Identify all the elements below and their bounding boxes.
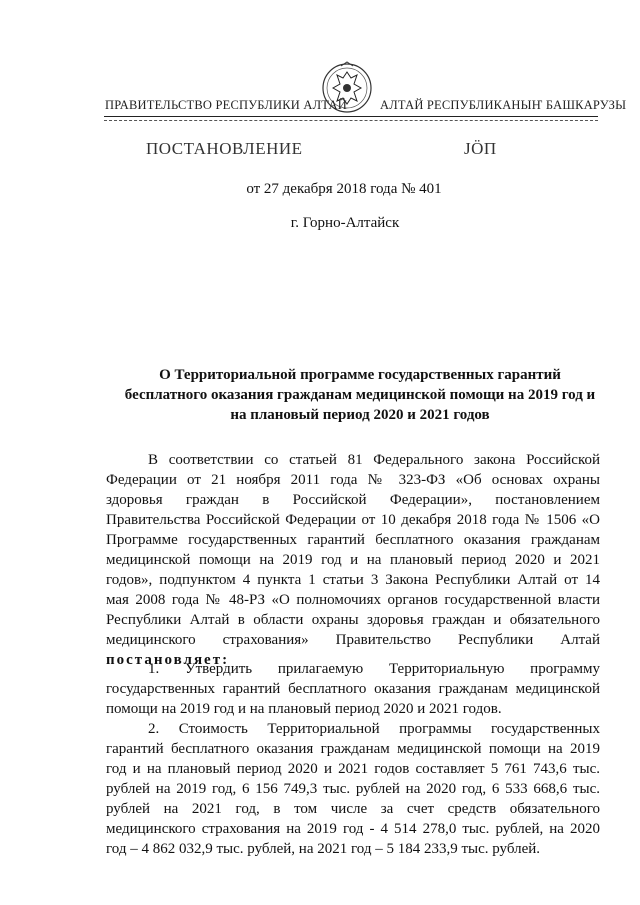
preamble-line: годов», подпунктом 4 пункта 1 статьи 3 Закона Республики Алтай от 14 [106, 572, 600, 588]
item-line: рублей на 2019 год, 6 156 749,3 тыс. рублей на 2020 год, 6 533 668,6 тыс. [106, 781, 600, 797]
preamble-line: Правительства Российской Федерации от 10 декабря 2018 года № 1506 «О [106, 512, 600, 528]
preamble-line: В соответствии со статьей 81 Федерального закона Российской [148, 452, 600, 468]
document-title [118, 365, 602, 425]
item-line: 2. Стоимость Территориальной программы государственных [148, 721, 600, 737]
title-line: на плановый период 2020 и 2021 годов [230, 407, 490, 423]
preamble-line: мая 2008 года № 48-РЗ «О полномочиях органов государственной власти [106, 592, 600, 608]
date-line: от 27 декабря 2018 года № 401 [246, 181, 442, 197]
title-line: бесплатного оказания гражданам медицинской помощи на 2019 год и [124, 387, 596, 403]
item-line: медицинского страхования на 2019 год - 4 514 278,0 тыс. рублей, на 2020 [106, 821, 600, 837]
preamble-line: медицинской помощи на 2019 год и на плановый период 2020 и 2021 [106, 552, 600, 568]
preamble-line: Федерации от 21 ноября 2011 года № 323-ФЗ «Об основах охраны [106, 472, 600, 488]
header-left-text: ПРАВИТЕЛЬСТВО РЕСПУБЛИКИ АЛТАЙ [105, 98, 347, 112]
preamble-line: Программе государственных гарантий бесплатного оказания гражданам [106, 532, 600, 548]
header-right-text: АЛТАЙ РЕСПУБЛИКАНЫҤ БАШКАРУЗЫ [380, 98, 627, 112]
item-line: рублей на 2021 год, в том числе за счет средств обязательного [106, 801, 600, 817]
decree-word: постановляет: [106, 652, 230, 668]
preamble [106, 450, 600, 670]
header-rule-dashed [104, 120, 598, 121]
preamble-line: медицинского страхования» Правительство Республики Алтай [106, 632, 600, 648]
item-line: год – 4 862 032,9 тыс. рублей, на 2021 год – 5 184 233,9 тыс. рублей. [106, 841, 541, 857]
item-2 [106, 719, 600, 859]
item-1 [106, 659, 600, 719]
preamble-line: Республики Алтай в области охраны здоровья граждан и обязательного [106, 612, 600, 628]
item-line: помощи на 2019 год и на плановый период 2020 и 2021 годов. [106, 701, 502, 717]
city: г. Горно-Алтайск [290, 215, 400, 231]
header-rule [104, 116, 598, 117]
item-line: 1. Утвердить прилагаемую Территориальную программу [148, 661, 600, 677]
preamble-line: здоровья граждан в Российской Федерации», постановлением [106, 492, 600, 508]
item-line: гарантий бесплатного оказания гражданам медицинской помощи на 2019 [106, 741, 600, 757]
item-line: государственных гарантий бесплатного оказания гражданам медицинской [106, 681, 600, 697]
doc-type-right: ЈӦП [464, 139, 497, 158]
item-line: год и на плановый период 2020 и 2021 годов составляет 5 761 743,6 тыс. [106, 761, 600, 777]
title-line: О Территориальной программе государственных гарантий [159, 367, 561, 383]
doc-type-left: ПОСТАНОВЛЕНИЕ [146, 139, 303, 158]
